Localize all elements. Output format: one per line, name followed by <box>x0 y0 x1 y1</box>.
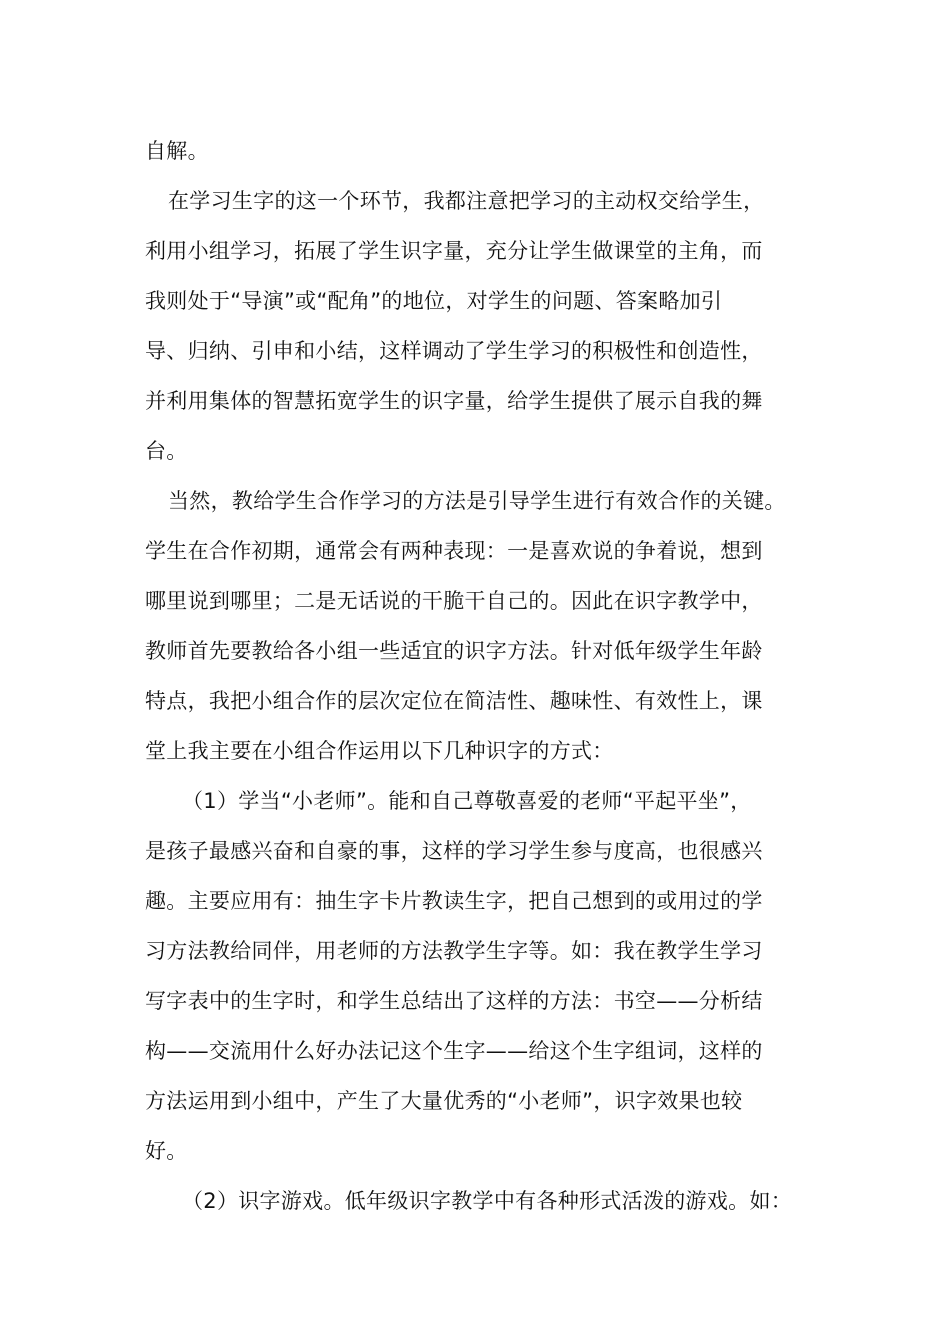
text-line-4: 我则处于“导演”或“配角”的地位，对学生的问题、答案略加引 <box>145 289 723 313</box>
text-line-7: 台。 <box>145 439 188 463</box>
text-line-18: 写字表中的生字时，和学生总结出了这样的方法：书空——分析结 <box>145 989 763 1013</box>
text-line-21: 好。 <box>145 1139 188 1163</box>
text-line-11: 教师首先要教给各小组一些适宜的识字方法。针对低年级学生年龄 <box>145 639 763 663</box>
text-line-14: （1）学当“小老师”。能和自己尊敬喜爱的老师“平起平坐”， <box>182 789 752 813</box>
text-line-9: 学生在合作初期，通常会有两种表现：一是喜欢说的争着说，想到 <box>145 539 763 563</box>
text-line-2: 在学习生字的这一个环节，我都注意把学习的主动权交给学生， <box>168 189 765 213</box>
text-line-19: 构——交流用什么好办法记这个生字——给这个生字组词，这样的 <box>145 1039 763 1063</box>
text-line-17: 习方法教给同伴，用老师的方法教学生字等。如：我在教学生学习 <box>145 939 763 963</box>
text-line-16: 趣。主要应用有：抽生字卡片教读生字，把自己想到的或用过的学 <box>145 889 763 913</box>
text-line-1: 自解。 <box>145 139 209 163</box>
text-line-5: 导、归纳、引申和小结，这样调动了学生学习的积极性和创造性， <box>145 339 763 363</box>
text-line-12: 特点，我把小组合作的层次定位在简洁性、趣味性、有效性上，课 <box>145 689 763 713</box>
text-line-3: 利用小组学习，拓展了学生识字量，充分让学生做课堂的主角，而 <box>145 239 763 263</box>
text-line-20: 方法运用到小组中，产生了大量优秀的“小老师”，识字效果也较 <box>145 1089 743 1113</box>
text-line-22: （2）识字游戏。低年级识字教学中有各种形式活泼的游戏。如： <box>182 1189 793 1213</box>
text-line-10: 哪里说到哪里；二是无话说的干脆干自己的。因此在识字教学中， <box>145 589 763 613</box>
text-line-6: 并利用集体的智慧拓宽学生的识字量，给学生提供了展示自我的舞 <box>145 389 763 413</box>
text-line-15: 是孩子最感兴奋和自豪的事，这样的学习学生参与度高，也很感兴 <box>145 839 763 863</box>
text-line-8: 当然，教给学生合作学习的方法是引导学生进行有效合作的关键。 <box>168 489 786 513</box>
text-line-13: 堂上我主要在小组合作运用以下几种识字的方式： <box>145 739 614 763</box>
